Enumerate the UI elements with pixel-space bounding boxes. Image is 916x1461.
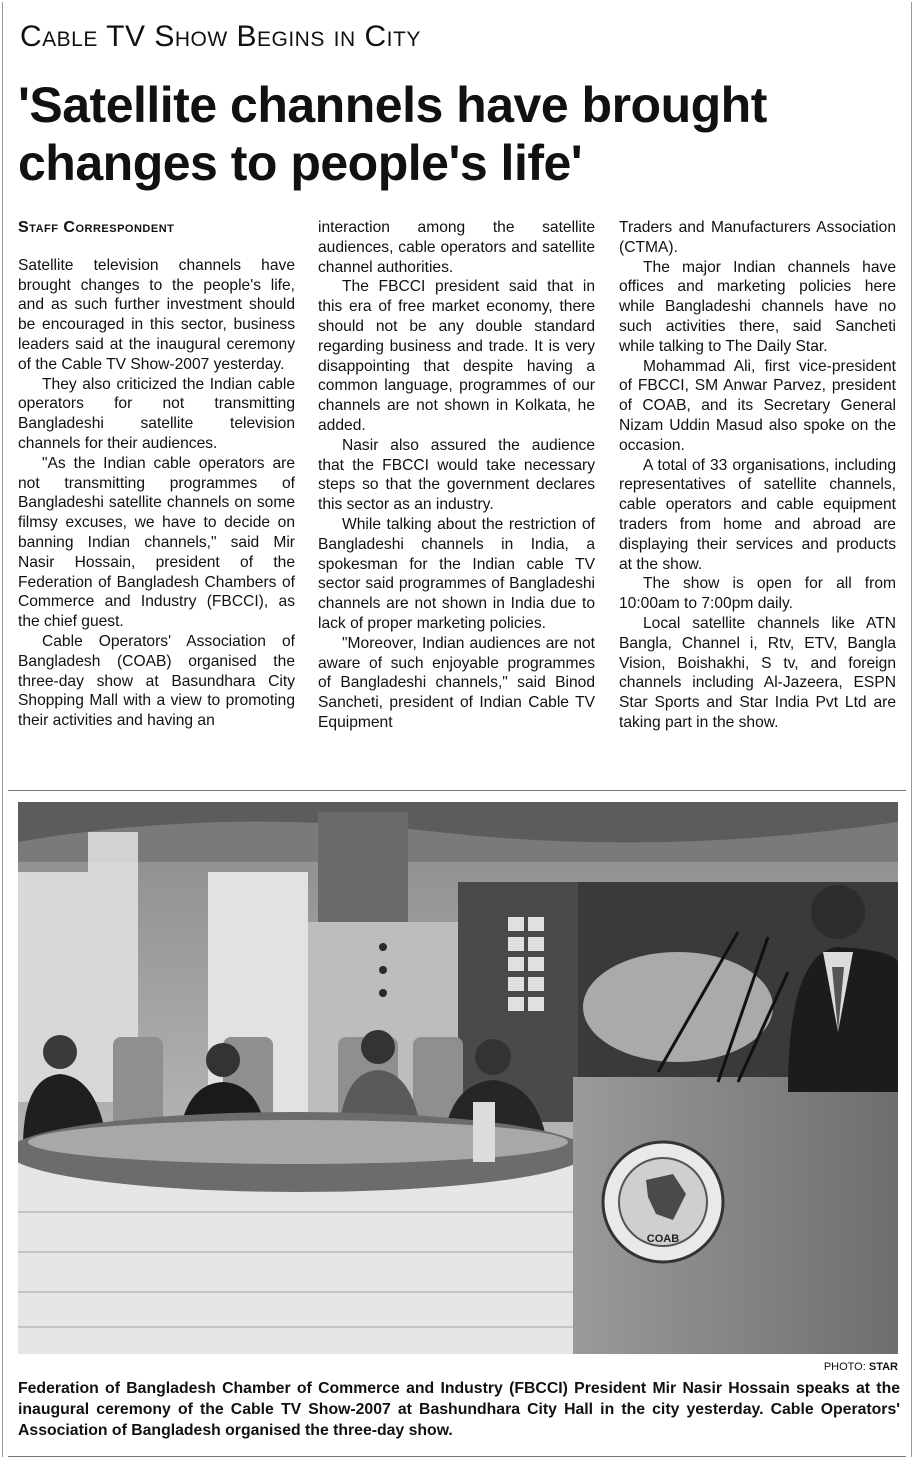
paragraph: They also criticized the Indian cable operators for not transmitting Bangladeshi satellite television channels for their audiences.	[18, 375, 295, 452]
divider-rule	[8, 790, 906, 791]
news-photo	[18, 802, 898, 1354]
paragraph: The show is open for all from 10:00am to 7:00pm daily.	[619, 575, 896, 613]
article-column-3	[619, 218, 896, 733]
section-kicker: Cable TV Show Begins in City	[20, 20, 421, 53]
article-column-1	[18, 218, 295, 731]
paragraph: Local satellite channels like ATN Bangla, Channel i, Rtv, ETV, Bangla Vision, Boishakhi, S tv, and foreign channels including Al-Jazeera, ESPN Star Sports and Star India Pvt Ltd are taking part in the show.	[619, 614, 896, 731]
paragraph: Mohammad Ali, first vice-president of FBCCI, SM Anwar Parvez, president of COAB, and its Secretary General Nizam Uddin Masud also spoke on the occasion.	[619, 357, 896, 454]
coab-logo	[603, 1142, 723, 1262]
paragraph: Satellite television channels have brought changes to the people's life, and as such further investment should be encouraged in this sector, business leaders said at the inaugural ceremony of the Cable TV Show-2007 yesterday.	[18, 256, 295, 373]
paragraph: A total of 33 organisations, including representatives of satellite channels, cable operators and cable equipment traders from home and abroad are displaying their services and products at the show.	[619, 456, 896, 573]
photo-illustration	[18, 802, 898, 1354]
photo-credit-source: STAR	[868, 1361, 898, 1373]
paragraph: "Moreover, Indian audiences are not aware of such enjoyable programmes of Bangladeshi channels," said Binod Sancheti, president of Indian Cable TV Equipment	[318, 634, 595, 731]
paragraph: The major Indian channels have offices and marketing policies here while Bangladeshi channels have no such activities there, said Sancheti while talking to The Daily Star.	[619, 258, 896, 355]
paragraph: The FBCCI president said that in this era of free market economy, there should not be any double standard regarding business and trade. It is very disappointing that despite having a common language, programmes of our channels are not shown in Kolkata, he added.	[318, 278, 595, 434]
photo-credit-label: PHOTO:	[823, 1361, 866, 1373]
paragraph: Nasir also assured the audience that the FBCCI would take necessary steps so that the government declares this sector as an industry.	[318, 436, 595, 514]
article-column-2	[318, 218, 595, 733]
photo-credit	[824, 1361, 898, 1373]
logo-text: COAB	[646, 1233, 680, 1245]
water-bottle	[473, 1102, 495, 1162]
bottom-rule	[8, 1456, 906, 1457]
byline: Staff Correspondent	[18, 219, 175, 236]
paragraph: Cable Operators' Association of Bangladesh (COAB) organised the three-day show at Basundhara City Shopping Mall with a view to promoting their activities and having an	[18, 632, 295, 730]
paragraph: While talking about the restriction of Bangladeshi channels in India, a spokesman for the Indian cable TV sector said programmes of Bangladeshi channels are not shown in India due to lack of proper marketing policies.	[318, 515, 595, 632]
paragraph: Traders and Manufacturers Association (CTMA).	[619, 219, 896, 256]
headline: 'Satellite channels have brought changes to people's life'	[18, 77, 767, 191]
paragraph: "As the Indian cable operators are not transmitting programmes of Bangladeshi satellite channels on some filmsy excuses, we have to decide on banning Indian channels," said Mir Nasir Hossain, president of the Federation of Bangladesh Chambers of Commerce and Industry (FBCCI), as the chief guest.	[18, 454, 295, 631]
ceiling-duct	[318, 812, 408, 922]
paragraph: interaction among the satellite audiences, cable operators and satellite channel authorities.	[318, 219, 595, 276]
flower-arrangement	[18, 1112, 588, 1192]
photo-caption: Federation of Bangladesh Chamber of Commerce and Industry (FBCCI) President Mir Nasir Hossain speaks at the inaugural ceremony of the Cable TV Show-2007 at Bashundhara City Hall in the city yesterday. Cable Operators' Association of Bangladesh organised the three-day show.	[18, 1380, 900, 1439]
